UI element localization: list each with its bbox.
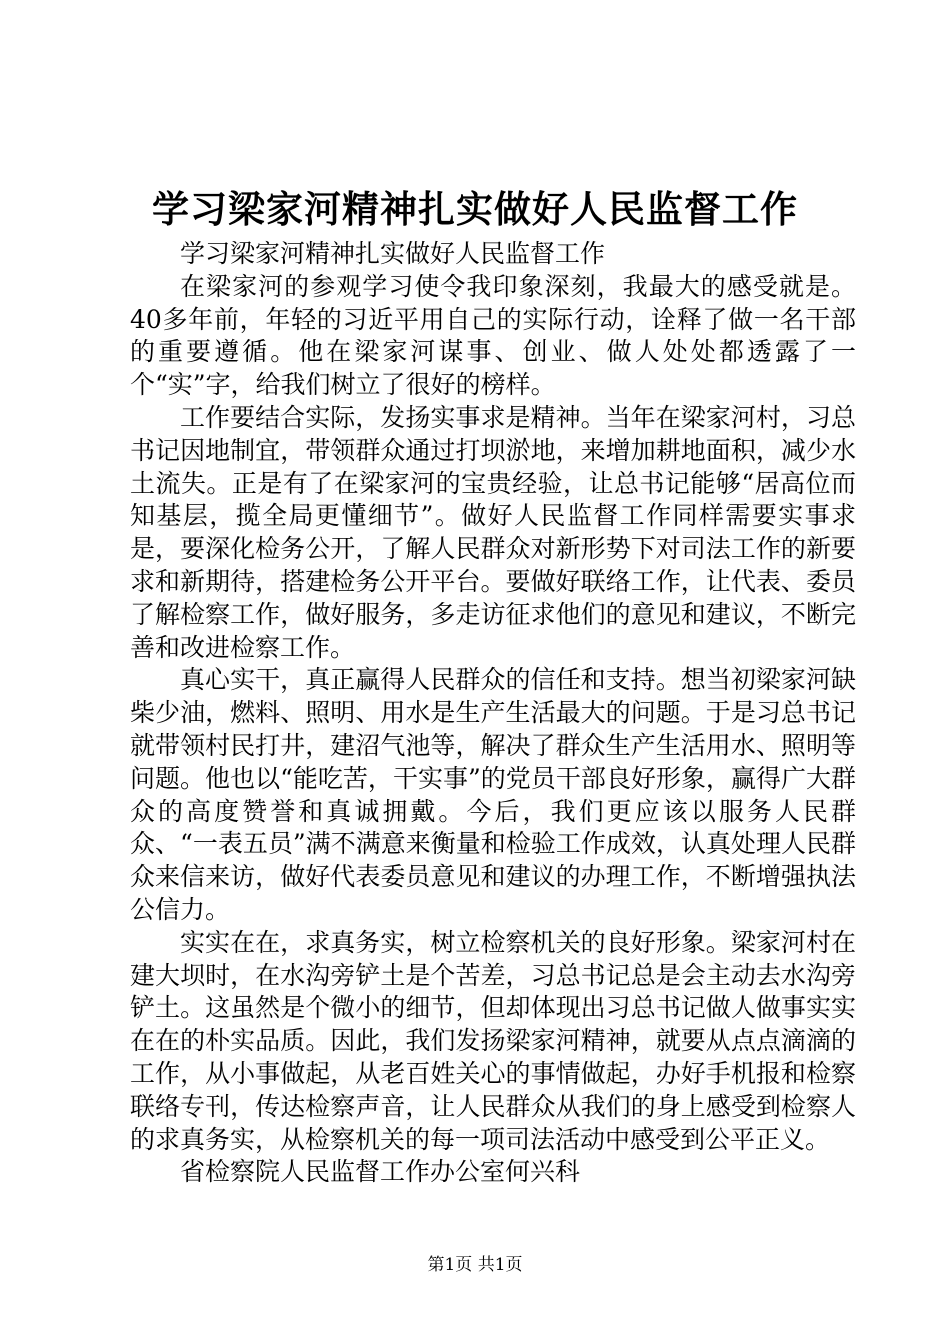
paragraph-2: 工作要结合实际，发扬实事求是精神。当年在梁家河村，习总书记因地制宜，带领群众通过打坝淤地，来增加耕地面积，减少水土流失。正是有了在梁家河的宝贵经验，让总书记能够“居高位而知基层，揽全局更懂细节”。做好人民监督工作同样需要实事求是，要深化检务公开，了解人民群众对新形势下对司法工作的新要求和新期待，搭建检务公开平台。要做好联络工作，让代表、委员了解检察工作，做好服务，多走访征求他们的意见和建议，不断完善和改进检察工作。 — [130, 402, 856, 662]
signature: 省检察院人民监督工作办公室何兴科 — [180, 1157, 581, 1187]
document-body — [130, 238, 856, 1189]
document-title: 学习梁家河精神扎实做好人民监督工作 — [152, 187, 798, 231]
document-subtitle: 学习梁家河精神扎实做好人民监督工作 — [180, 239, 606, 268]
page-number: 第1页 共1页 — [427, 1255, 523, 1275]
paragraph-3: 真心实干，真正赢得人民群众的信任和支持。想当初梁家河缺柴少油，燃料、照明、用水是生产生活最大的问题。于是习总书记就带领村民打井，建沼气池等，解决了群众生产生活用水、照明等问题。他也以“能吃苦，干实事”的党员干部良好形象，赢得广大群众的高度赞誉和真诚拥戴。今后，我们更应该以服务人民群众、“一表五员”满不满意来衡量和检验工作成效，认真处理人民群众来信来访，做好代表委员意见和建议的办理工作，不断增强执法公信力。 — [130, 665, 856, 924]
paragraph-4: 实实在在，求真务实，树立检察机关的良好形象。梁家河村在建大坝时，在水沟旁铲土是个苦差，习总书记总是会主动去水沟旁铲土。这虽然是个微小的细节，但却体现出习总书记做人做事实实在在的朴实品质。因此，我们发扬梁家河精神，就要从点点滴滴的工作，从小事做起，从老百姓关心的事情做起，办好手机报和检察联络专刊，传达检察声音，让人民群众从我们的身上感受到检察人的求真务实，从检察机关的每一项司法活动中感受到公平正义。 — [130, 927, 856, 1154]
paragraph-1: 在梁家河的参观学习使令我印象深刻，我最大的感受就是。40多年前，年轻的习近平用自己的实际行动，诠释了做一名干部的重要遵循。他在梁家河谋事、创业、做人处处都透露了一个“实”字，给我们树立了很好的榜样。 — [130, 271, 856, 400]
